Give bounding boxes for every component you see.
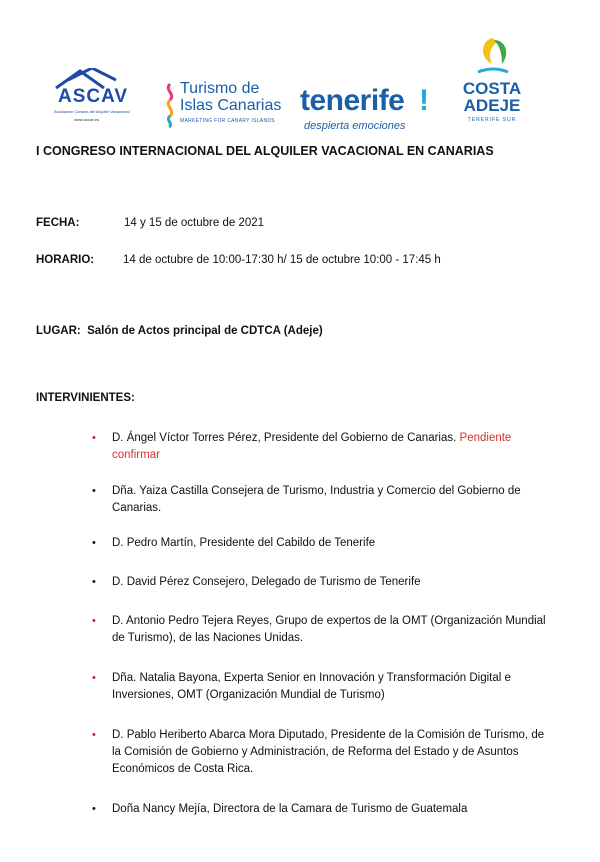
document-title: I CONGRESO INTERNACIONAL DEL ALQUILER VACACIONAL EN CANARIAS [36,144,494,158]
list-item [92,670,552,704]
costa-line2: ADEJE [463,96,521,115]
fecha-label: FECHA: [36,217,80,229]
bullet-icon: • [92,803,96,815]
lugar-label: LUGAR: [36,325,81,337]
canarias-wave-icon [162,82,178,128]
bullet-icon: • [92,615,96,627]
turismo-line1: Turismo de [180,80,260,97]
bullet-icon: • [92,537,96,549]
speaker-text: Dña. Yaiza Castilla Consejera de Turismo, Industria y Comercio del Gobierno de Canarias. [112,485,521,514]
costa-line1: COSTA [462,79,522,98]
ascav-subtitle: Asociación Canaria del Alquiler Vacacional [54,109,130,114]
pending-note: Pendiente confirmar [112,432,512,461]
tenerife-exclamation: ! [419,84,429,117]
tenerife-wordmark: tenerife [300,84,405,117]
list-item [92,801,552,818]
logo-strip [0,0,600,140]
turismo-islas-canarias-logo [162,80,292,130]
bullet-icon: • [92,729,96,741]
ascav-logo [52,68,142,130]
bullet-icon: • [92,576,96,588]
bullet-icon: • [92,485,96,497]
list-item [92,483,552,517]
horario-label: HORARIO: [36,254,95,266]
tenerife-logo [298,84,442,138]
sun-leaf-icon [452,34,532,78]
list-item [92,535,552,552]
lugar-row [36,325,323,337]
horario-row [36,254,441,266]
list-item [92,430,552,464]
fecha-value: 14 y 15 de octubre de 2021 [124,217,265,229]
list-item [92,727,552,778]
bullet-icon: • [92,672,96,684]
list-item [92,574,552,591]
list-item [92,613,552,647]
speaker-text: D. Pablo Heriberto Abarca Mora Diputado, Presidente de la Comisión de Turismo, de la Comisión de Gobierno y Administración, de Reforma del Estado y de Asuntos Económicos de Costa Rica. [112,729,545,775]
ascav-wordmark: ASCAV [58,86,129,107]
speaker-text: D. Antonio Pedro Tejera Reyes, Grupo de expertos de la OMT (Organización Mundial de Turismo), de las Naciones Unidas. [112,615,546,644]
fecha-row [36,217,264,229]
horario-value: 14 de octubre de 10:00-17:30 h/ 15 de octubre 10:00 - 17:45 h [123,254,441,266]
speaker-text: Dña. Natalia Bayona, Experta Senior en Innovación y Transformación Digital e Inversiones, OMT (Organización Mundial de Turismo) [112,672,511,701]
speaker-text: Doña Nancy Mejía, Directora de la Camara de Turismo de Guatemala [112,803,468,815]
costa-adeje-logo [452,34,532,134]
costa-subtitle: TENERIFE SUR [467,117,517,123]
ascav-url: www.ascav.es [74,117,100,122]
turismo-subtitle: MARKETING FOR CANARY ISLANDS [180,118,275,124]
speaker-text: D. Ángel Víctor Torres Pérez, Presidente del Gobierno de Canarias. [112,432,457,444]
bullet-icon: • [92,432,96,444]
speaker-text: D. David Pérez Consejero, Delegado de Turismo de Tenerife [112,576,421,588]
tenerife-tagline: despierta emociones [304,120,406,132]
speaker-text: D. Pedro Martín, Presidente del Cabildo de Tenerife [112,537,376,549]
turismo-line2: Islas Canarias [180,97,282,114]
intervinientes-heading: INTERVINIENTES: [36,392,135,404]
lugar-value: Salón de Actos principal de CDTCA (Adeje) [87,325,323,337]
